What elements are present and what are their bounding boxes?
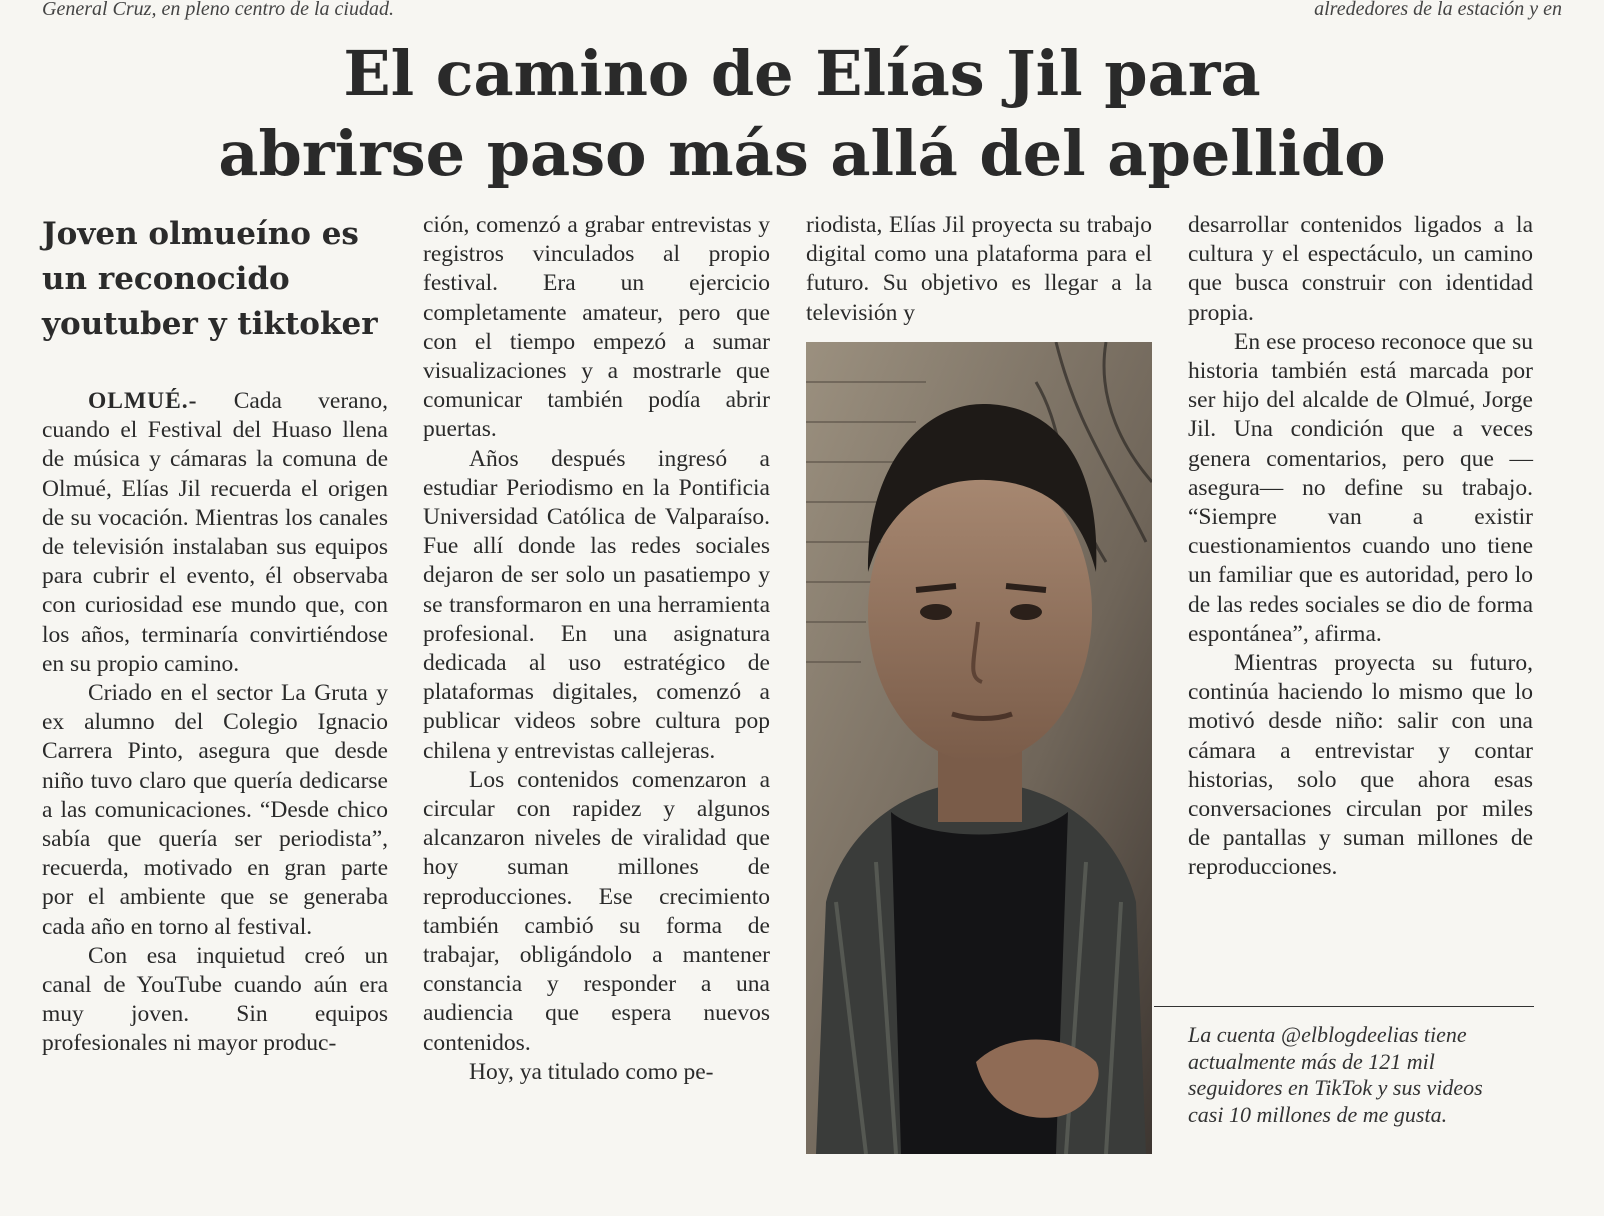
- subheadline: Joven olmueíno es un reconocido youtuber y tiktoker: [42, 216, 378, 342]
- paragraph: [42, 387, 388, 679]
- paragraph: desarrollar contenidos ligados a la cultura y el espectáculo, un camino que busca construir con identidad propia.: [1188, 212, 1533, 326]
- paragraph: riodista, Elías Jil proyecta su trabajo digital como una plataforma para el futuro. Su objetivo es llegar a la televisión y: [806, 212, 1152, 326]
- paragraph-text: Cada verano, cuando el Festival del Huaso llena de música y cámaras la comuna de Olmué, Elías Jil recuerda el origen de su vocación. Mientras los canales de televisión instalaban sus equipos para cubrir el evento, él observaba con curiosidad ese mundo que, con los años, terminaría convirtiéndose en su propio camino.: [42, 388, 388, 677]
- paragraph: En ese proceso reconoce que su historia también está marcada por ser hijo del alcalde de Olmué, Jorge Jil. Una condición que a veces genera comentarios, pero que —asegura— no define su trabajo. “Siempre van a existir cuestionamientos cuando uno tiene un familiar que es autoridad, pero lo de las redes sociales se dio de forma espontánea”, afirma.: [1188, 328, 1533, 647]
- paragraph: Años después ingresó a estudiar Periodismo en la Pontificia Universidad Católica de Valparaíso. Fue allí donde las redes sociales dejaron de ser solo un pasatiempo y se transformaron en una herramienta profesional. En una asignatura dedicada al uso estratégico de plataformas digitales, comenzó a publicar videos sobre cultura pop chilena y entrevistas callejeras.: [423, 445, 770, 764]
- paragraph: Hoy, ya titulado como pe-: [469, 1058, 714, 1085]
- top-left-snippet: General Cruz, en pleno centro de la ciudad.: [42, 0, 394, 20]
- dateline: OLMUÉ.-: [88, 388, 198, 414]
- paragraph: Con esa inquietud creó un canal de YouTube cuando aún era muy joven. Sin equipos profesionales ni mayor produc-: [42, 942, 388, 1057]
- caption-divider: [1154, 1006, 1534, 1007]
- photo-caption: La cuenta @elblogdeelias tiene actualmente más de 121 mil seguidores en TikTok y sus videos casi 10 millones de me gusta.: [1188, 1022, 1483, 1127]
- paragraph: ción, comenzó a grabar entrevistas y registros vinculados al propio festival. Era un ejercicio completamente amateur, pero que con el tiempo empezó a sumar visualizaciones y a mostrarle que comunicar también podía abrir puertas.: [423, 212, 770, 443]
- paragraph: Criado en el sector La Gruta y ex alumno del Colegio Ignacio Carrera Pinto, asegura que desde niño tuvo claro que quería dedicarse a las comunicaciones. “Desde chico sabía que quería ser periodista”, recuerda, motivado en gran parte por el ambiente que se generaba cada año en torno al festival.: [42, 680, 388, 940]
- portrait-illustration: [806, 342, 1152, 1154]
- article-column-1: [42, 387, 388, 1059]
- article-column-2: [423, 211, 770, 1087]
- article-column-3: [806, 211, 1152, 328]
- paragraph: Los contenidos comenzaron a circular con rapidez y algunos alcanzaron niveles de viralidad que hoy suman millones de reproducciones. Ese crecimiento también cambió su forma de trabajar, obligándolo a mantener constancia y responder a una audiencia que espera nuevos contenidos.: [423, 766, 770, 1056]
- headline-line-1: El camino de Elías Jil para: [343, 37, 1261, 110]
- headline-line-2: abrirse paso más allá del apellido: [218, 117, 1386, 190]
- portrait-photo: [806, 342, 1152, 1154]
- top-right-snippet: alrededores de la estación y en: [1314, 0, 1562, 20]
- headline: [0, 34, 1604, 194]
- article-column-4: [1188, 211, 1533, 883]
- paragraph: Mientras proyecta su futuro, continúa haciendo lo mismo que lo motivó desde niño: salir con una cámara a entrevistar y contar historias, solo que ahora esas conversaciones circulan por miles de pantallas y suman millones de reproducciones.: [1188, 650, 1533, 881]
